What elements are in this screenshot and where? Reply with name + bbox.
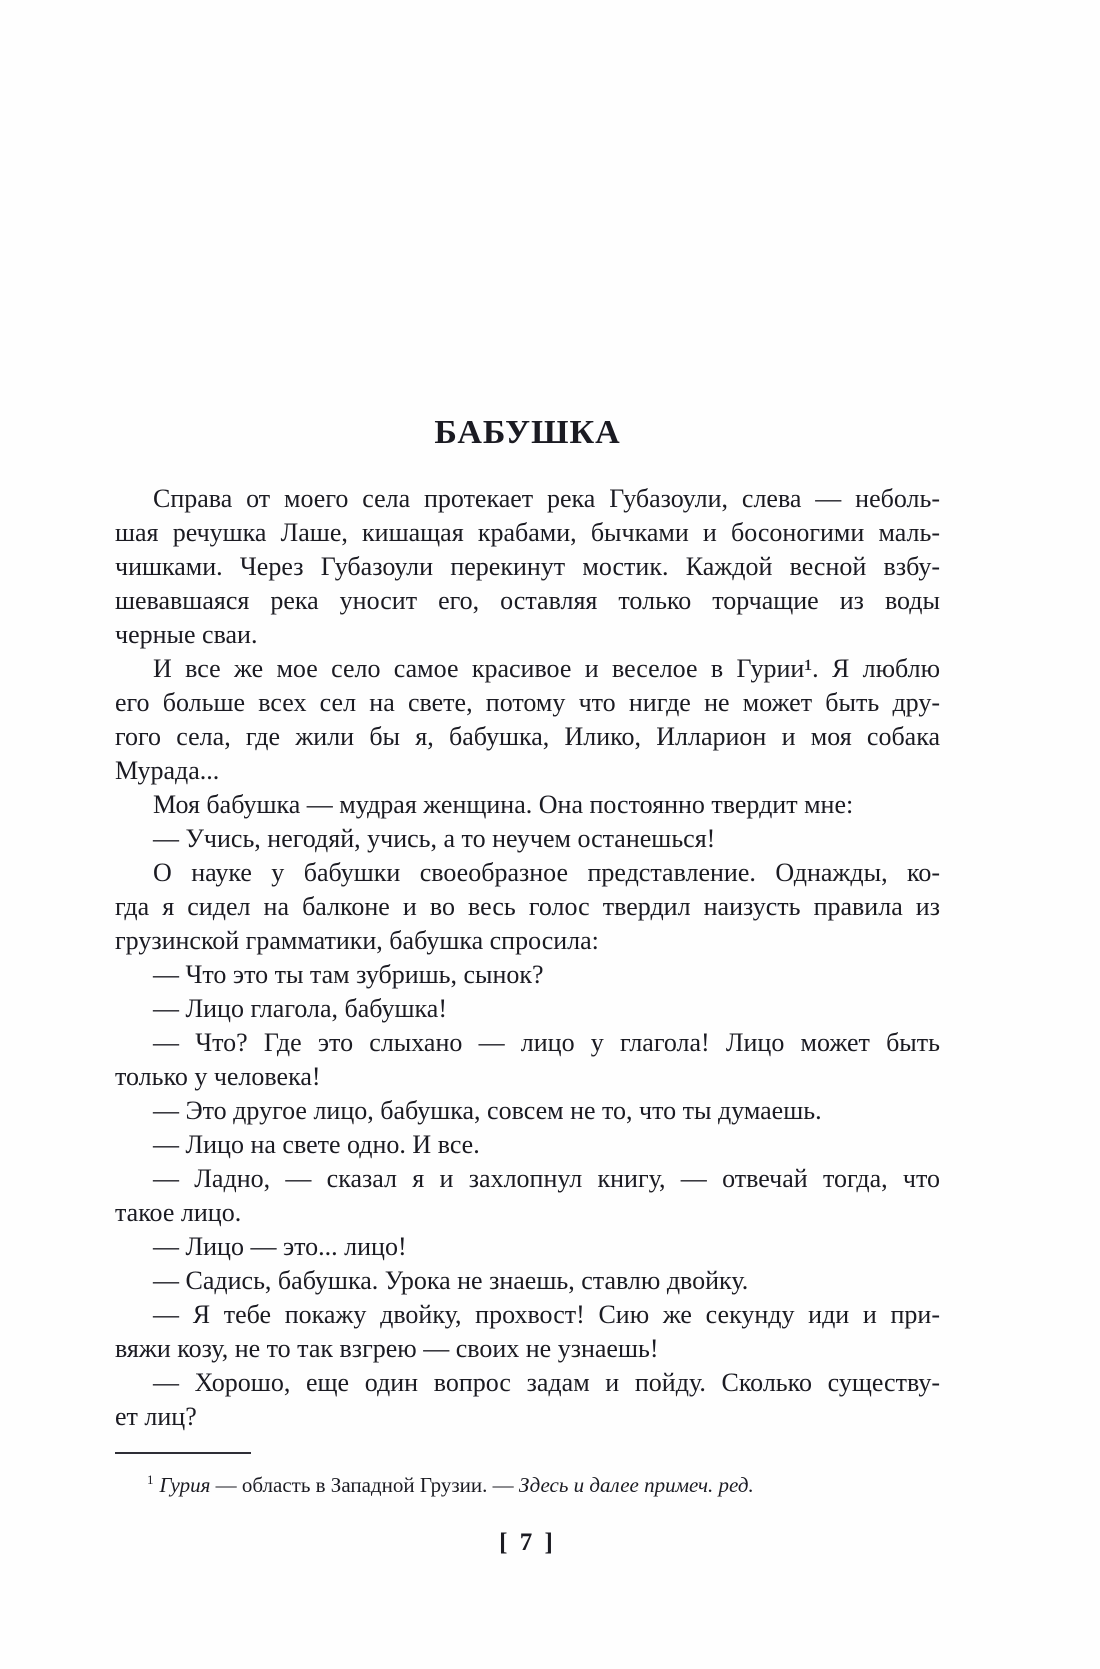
text-line: черные сваи. <box>115 620 258 649</box>
paragraph <box>115 856 940 958</box>
text-line: — Лицо глагола, бабушка! <box>153 994 447 1023</box>
text-line: — Ладно, — сказал я и захлопнул книгу, — отвечай тогда, что <box>153 1164 940 1193</box>
paragraph <box>115 788 940 822</box>
paragraph <box>115 1026 940 1094</box>
footnote-segment: Здесь и далее примеч. ред. <box>518 1473 754 1497</box>
paragraph <box>115 822 940 856</box>
paragraph <box>115 1162 940 1230</box>
footnote-marker: 1 <box>147 1472 154 1487</box>
page-number: [ 7 ] <box>499 1529 556 1556</box>
text-line: Мурада... <box>115 756 220 785</box>
paragraph <box>115 652 940 788</box>
text-line: Моя бабушка — мудрая женщина. Она постоянно твердит мне: <box>153 790 854 819</box>
text-line: — Садись, бабушка. Урока не знаешь, ставлю двойку. <box>153 1266 749 1295</box>
text-line: шевавшаяся река уносит его, оставляя только торчащие из воды <box>115 586 940 615</box>
footnote-segment: Гурия <box>159 1473 211 1497</box>
paragraph <box>115 958 940 992</box>
paragraph <box>115 482 940 652</box>
text-line: — Учись, негодяй, учись, а то неучем останешься! <box>153 824 716 853</box>
text-line: такое лицо. <box>115 1198 242 1227</box>
text-line: грузинской грамматики, бабушка спросила: <box>115 926 599 955</box>
text-line: вяжи козу, не то так взгрею — своих не узнаешь! <box>115 1334 659 1363</box>
footnote-text <box>160 1473 754 1497</box>
text-line: — Что? Где это слыхано — лицо у глагола! Лицо может быть <box>153 1028 940 1057</box>
paragraph <box>115 1230 940 1264</box>
chapter-title: БАБУШКА <box>434 414 621 451</box>
body-text <box>115 482 940 1434</box>
footnote <box>115 1466 940 1499</box>
paragraph <box>115 1094 940 1128</box>
text-line: — Это другое лицо, бабушка, совсем не то, что ты думаешь. <box>153 1096 822 1125</box>
text-line: О науке у бабушки своеобразное представление. Однажды, ко- <box>153 858 940 887</box>
paragraph <box>115 1264 940 1298</box>
paragraph <box>115 992 940 1026</box>
text-line: И все же мое село самое красивое и веселое в Гурии¹. Я люблю <box>153 654 940 683</box>
paragraph <box>115 1366 940 1434</box>
text-line: — Что это ты там зубришь, сынок? <box>153 960 544 989</box>
text-line: гого села, где жили бы я, бабушка, Илико, Илларион и моя собака <box>115 722 940 751</box>
paragraph <box>115 1128 940 1162</box>
footnote-segment: — область в Западной Грузии. — <box>210 1473 519 1497</box>
text-line: ет лиц? <box>115 1402 197 1431</box>
paragraph <box>115 1298 940 1366</box>
text-line: гда я сидел на балконе и во весь голос твердил наизусть правила из <box>115 892 940 921</box>
text-line: — Лицо — это... лицо! <box>153 1232 407 1261</box>
text-line: чишками. Через Губазоули перекинут мостик. Каждой весной взбу- <box>115 552 940 581</box>
text-line: — Я тебе покажу двойку, прохвост! Сию же секунду иди и при- <box>153 1300 940 1329</box>
footnote-separator <box>115 1452 251 1454</box>
text-line: Справа от моего села протекает река Губазоули, слева — неболь- <box>153 484 940 513</box>
text-line: — Хорошо, еще один вопрос задам и пойду. Сколько существу- <box>153 1368 940 1397</box>
text-line: его больше всех сел на свете, потому что нигде не может быть дру- <box>115 688 940 717</box>
text-line: — Лицо на свете одно. И все. <box>153 1130 480 1159</box>
text-line: шая речушка Лаше, кишащая крабами, бычками и босоногими маль- <box>115 518 940 547</box>
text-line: только у человека! <box>115 1062 321 1091</box>
